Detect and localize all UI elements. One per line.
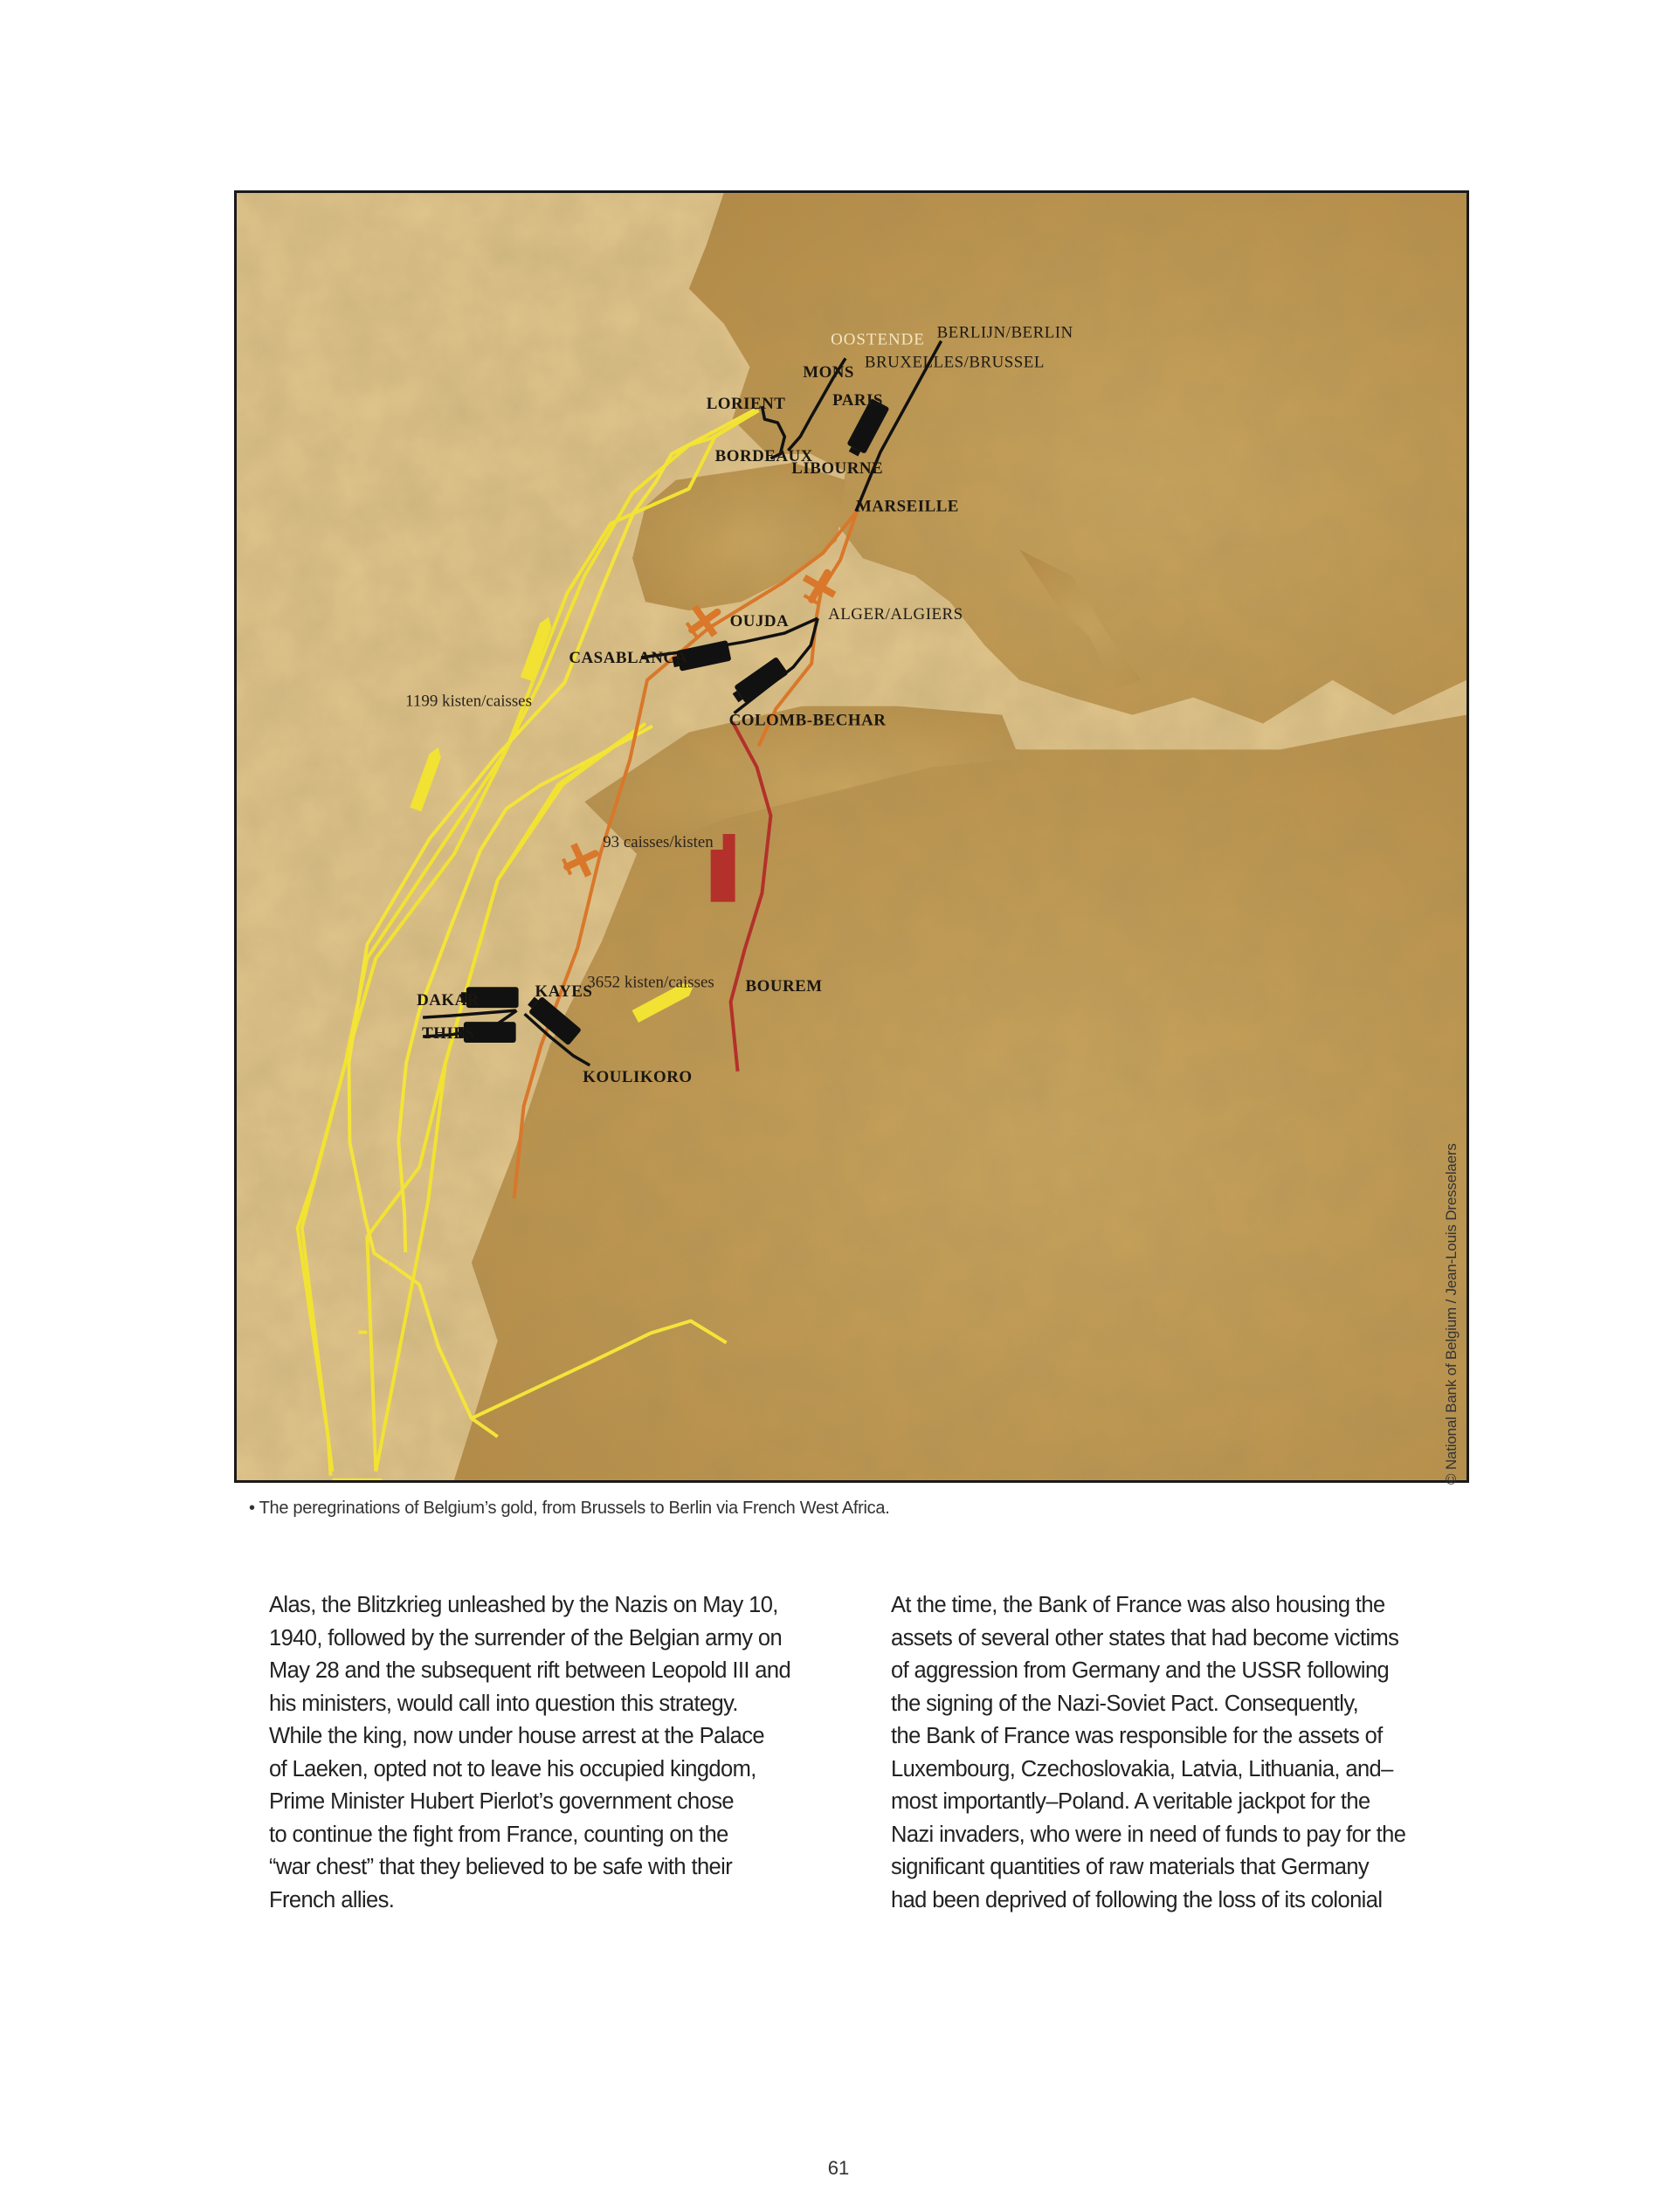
body-line: Nazi invaders, who were in need of funds to pay for the	[891, 1822, 1406, 1847]
label-mons: MONS	[803, 363, 854, 382]
label-bordeaux: BORDEAUX	[714, 446, 813, 465]
label-brussels: BRUXELLES/BRUSSEL	[864, 353, 1045, 372]
body-line: the signing of the Nazi-Soviet Pact. Consequently,	[891, 1691, 1359, 1716]
figure-caption: • The peregrinations of Belgium’s gold, from Brussels to Berlin via French West Africa.	[249, 1499, 890, 1518]
body-line: Luxembourg, Czechoslovakia, Latvia, Lithuania, and–	[891, 1756, 1393, 1781]
route-map	[234, 190, 1469, 1483]
body-line: to continue the fight from France, counting on the	[269, 1822, 728, 1847]
label-oostende: OOSTENDE	[831, 330, 925, 349]
label-alger: ALGER/ALGIERS	[828, 605, 963, 624]
body-line: French allies.	[269, 1887, 395, 1912]
body-line: Alas, the Blitzkrieg unleashed by the Nazis on May 10,	[269, 1593, 778, 1617]
image-credit: © National Bank of Belgium / Jean-Louis Dresselaers	[1443, 1143, 1460, 1485]
body-line: significant quantities of raw materials that Germany	[891, 1855, 1370, 1879]
body-line: of Laeken, opted not to leave his occupied kingdom,	[269, 1756, 756, 1781]
body-line: Prime Minister Hubert Pierlot’s government chose	[269, 1789, 734, 1814]
label-qty-river: 3652 kisten/caisses	[587, 973, 714, 992]
body-line: While the king, now under house arrest at the Palace	[269, 1724, 764, 1748]
label-kayes: KAYES	[535, 982, 593, 1002]
body-line: his ministers, would call into question this strategy.	[269, 1691, 738, 1716]
body-line: 1940, followed by the surrender of the Belgian army on	[269, 1625, 783, 1650]
body-line: of aggression from Germany and the USSR following	[891, 1658, 1390, 1683]
map-canvas	[237, 193, 1467, 1480]
label-qty-air: 93 caisses/kisten	[603, 832, 714, 851]
body-column-right	[891, 1589, 1459, 1917]
body-line: assets of several other states that had become victims	[891, 1625, 1399, 1650]
body-line: the Bank of France was responsible for the assets of	[891, 1724, 1383, 1748]
label-thies: THIES	[422, 1024, 475, 1044]
label-koulikoro: KOULIKORO	[583, 1067, 693, 1086]
label-qty-sea: 1199 kisten/caisses	[405, 692, 532, 711]
label-colomb-bechar: COLOMB-BECHAR	[728, 711, 887, 730]
label-dakar: DAKAR	[417, 991, 480, 1010]
label-marseille: MARSEILLE	[855, 497, 959, 516]
label-lorient: LORIENT	[706, 395, 786, 414]
label-casablanca: CASABLANCA	[569, 648, 688, 667]
body-line: At the time, the Bank of France was also housing the	[891, 1593, 1385, 1617]
page-number: 61	[827, 2157, 850, 2179]
body-column-left	[269, 1589, 837, 1917]
label-bourem: BOUREM	[745, 977, 823, 996]
label-paris: PARIS	[832, 391, 883, 410]
body-line: most importantly–Poland. A veritable jackpot for the	[891, 1789, 1370, 1814]
body-line: May 28 and the subsequent rift between Leopold III and	[269, 1658, 791, 1683]
label-libourne: LIBOURNE	[791, 458, 884, 478]
label-oujda: OUJDA	[729, 612, 790, 631]
body-line: “war chest” that they believed to be safe with their	[269, 1855, 733, 1879]
body-line: had been deprived of following the loss of its colonial	[891, 1887, 1383, 1912]
label-berlin: BERLIJN/BERLIN	[936, 323, 1073, 342]
